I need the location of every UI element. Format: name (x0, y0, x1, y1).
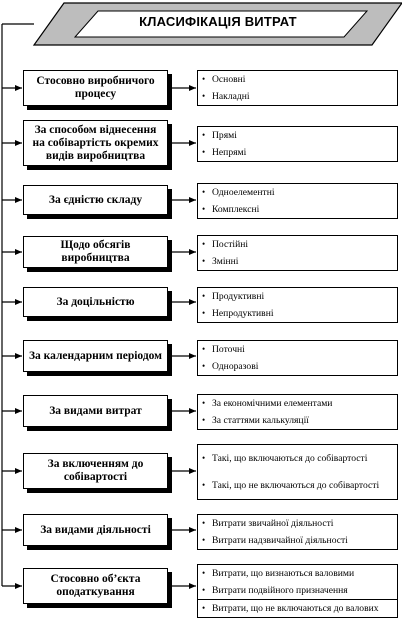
subcategory-label: • Накладні (212, 91, 250, 102)
subcategory-label: • Поточні (212, 344, 245, 355)
category-box (23, 185, 168, 215)
category-box (23, 340, 168, 372)
subcategory-label: • Одноелементні (212, 187, 275, 198)
subcategory-item (197, 253, 398, 271)
category-label: За календарним періодом (28, 349, 163, 362)
category-box (23, 287, 168, 317)
subcategory-label: • Такі, що не включаються до собівартості (212, 480, 380, 491)
subcategory-item (197, 532, 398, 550)
category-label: За видами витрат (49, 404, 142, 417)
subcategory-label: • Такі, що включаються до собівартості (212, 453, 368, 464)
category-box (23, 453, 168, 489)
category-box (23, 120, 168, 166)
subcategory-item (197, 394, 398, 413)
category-box (23, 514, 168, 546)
subcategory-item (197, 340, 398, 359)
subcategory-label: • Прямі (212, 130, 237, 141)
subcategory-item (197, 144, 398, 162)
subcategory-item (197, 514, 398, 533)
subcategory-item (197, 88, 398, 106)
subcategory-item (197, 444, 398, 473)
subcategory-label: • За статтями калькуляції (212, 415, 309, 426)
category-box (23, 395, 168, 427)
subcategory-item (197, 305, 398, 323)
subcategory-label: • Постійні (212, 239, 249, 250)
subcategory-label: • Непрямі (212, 147, 247, 158)
subcategory-label: • Комплексні (212, 204, 260, 215)
subcategory-label: • Витрати звичайної діяльності (212, 518, 334, 529)
category-label: За єдністю складу (48, 193, 143, 206)
subcategory-label: • Непродуктивні (212, 308, 274, 319)
category-label: Стосовно виробничого процесу (36, 75, 155, 100)
subcategory-label: • Продуктивні (212, 291, 265, 302)
subcategory-item (197, 70, 398, 89)
category-label: Стосовно об’єкта оподаткування (50, 573, 141, 598)
subcategory-item (197, 472, 398, 500)
subcategory-item (197, 235, 398, 254)
subcategory-item (197, 600, 398, 618)
subcategory-item (197, 183, 398, 202)
subcategory-label: • Змінні (212, 256, 239, 267)
diagram-title: КЛАСИФІКАЦІЯ ВИТРАТ (139, 13, 297, 29)
subcategory-item (197, 126, 398, 145)
subcategory-label: • Основні (212, 74, 246, 85)
category-label: За включенням до собівартості (47, 458, 144, 483)
subcategory-label: • За економічними елементами (212, 398, 333, 409)
category-box (23, 568, 168, 604)
subcategory-item (197, 358, 398, 376)
category-box (23, 70, 168, 106)
subcategory-item (197, 287, 398, 306)
category-label: За доцільністю (56, 295, 135, 308)
category-label: За способом віднесення на собівартість окремих видів виробництва (32, 123, 159, 162)
subcategory-item (197, 412, 398, 430)
subcategory-label: • Витрати подвійного призначення (212, 585, 348, 596)
subcategory-item (197, 582, 398, 600)
category-label: Щодо обсягів виробництва (60, 239, 131, 264)
subcategory-item (197, 564, 398, 583)
category-box (23, 236, 168, 268)
subcategory-label: • Витрати, що не включаються до валових (212, 603, 379, 614)
subcategory-label: • Витрати, що визнаються валовими (212, 568, 355, 579)
subcategory-label: • Одноразові (212, 361, 259, 372)
subcategory-item (197, 201, 398, 219)
subcategory-label: • Витрати надзвичайної діяльності (212, 535, 348, 546)
category-label: За видами діяльності (40, 523, 151, 536)
